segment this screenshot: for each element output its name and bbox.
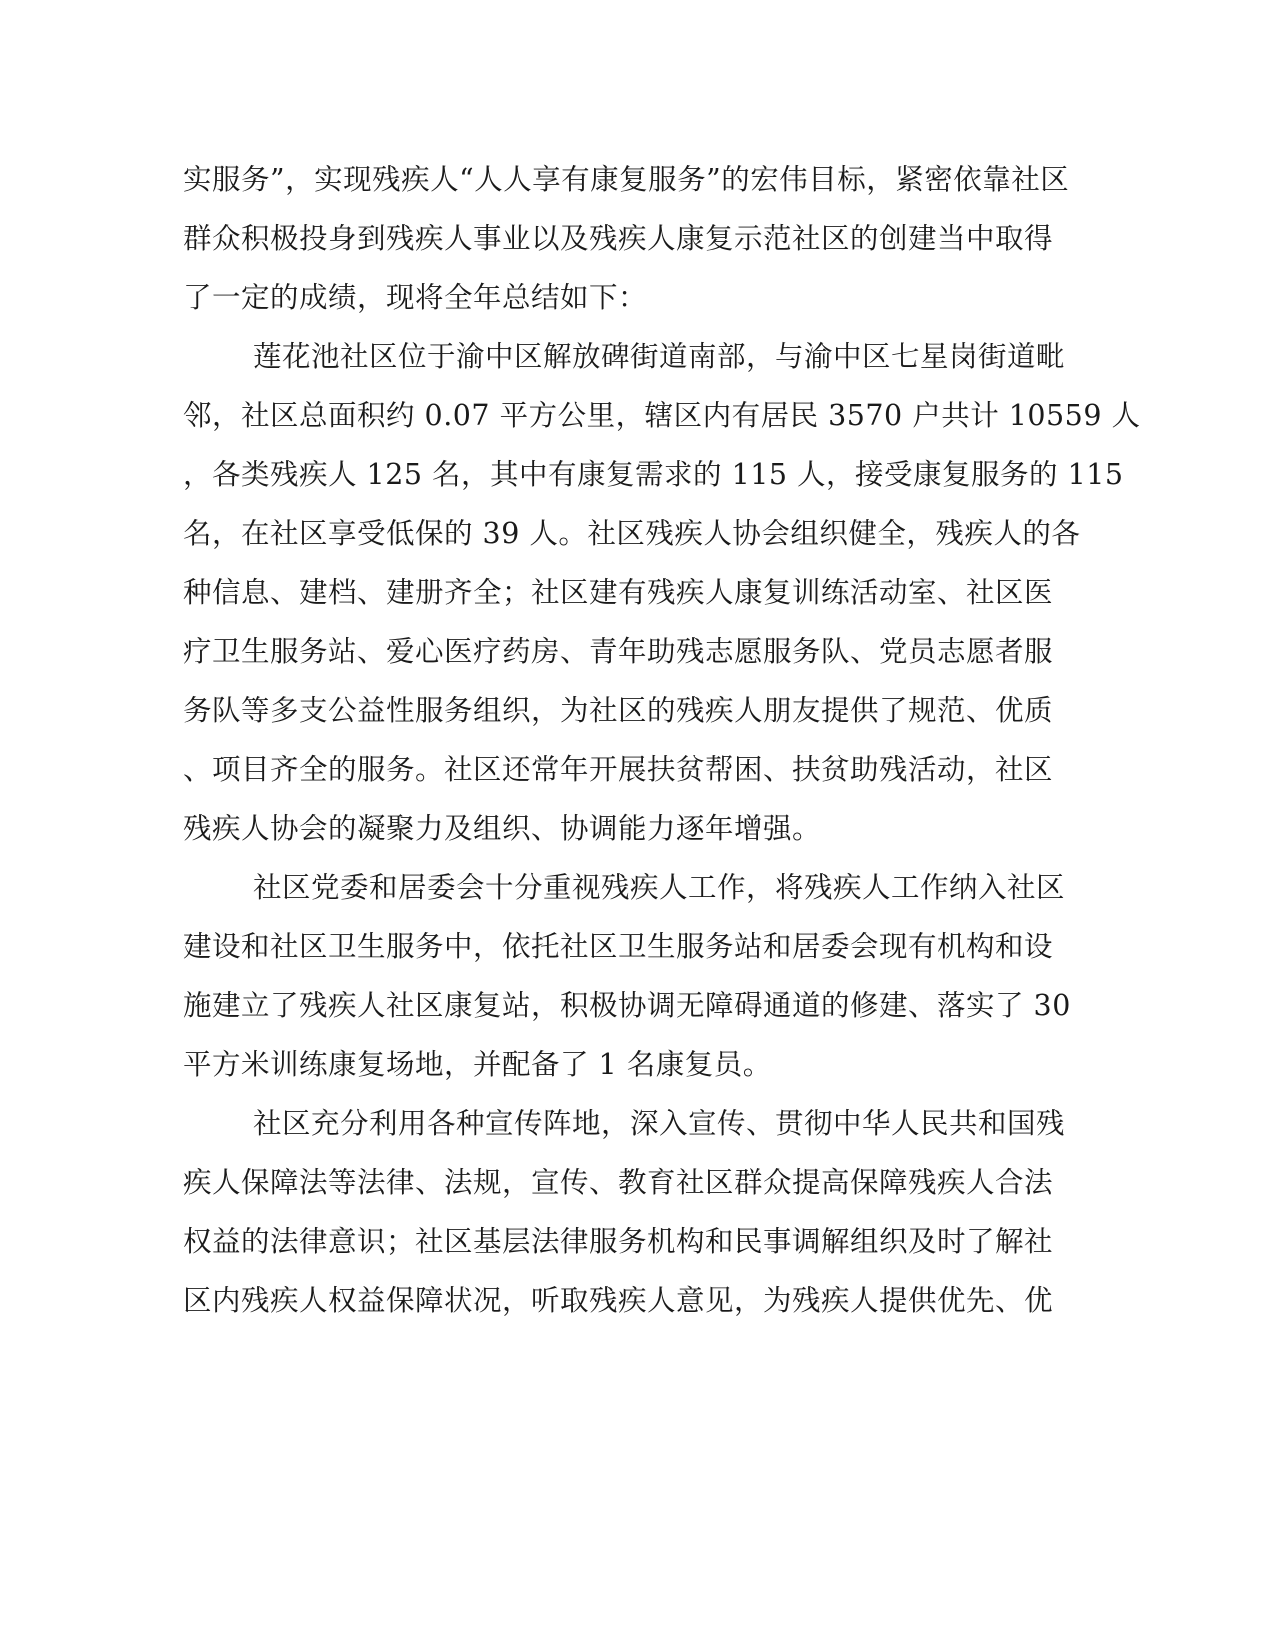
text-line: 务队等多支公益性服务组织，为社区的残疾人朋友提供了规范、优质 — [183, 694, 1054, 727]
text-line: 、项目齐全的服务。社区还常年开展扶贫帮困、扶贫助残活动，社区 — [183, 753, 1054, 786]
paragraph-first-line: 社区党委和居委会十分重视残疾人工作，将残疾人工作纳入社区 — [253, 871, 1066, 904]
text-line: 施建立了残疾人社区康复站，积极协调无障碍通道的修建、落实了 30 — [183, 989, 1071, 1022]
text-line: 实服务”，实现残疾人“人人享有康复服务”的宏伟目标，紧密依靠社区 — [183, 163, 1070, 196]
text-line: 疗卫生服务站、爱心医疗药房、青年助残志愿服务队、党员志愿者服 — [183, 635, 1054, 668]
text-line: 疾人保障法等法律、法规，宣传、教育社区群众提高保障残疾人合法 — [183, 1166, 1054, 1199]
text-line: 区内残疾人权益保障状况，听取残疾人意见，为残疾人提供优先、优 — [183, 1284, 1054, 1317]
text-line: 了一定的成绩，现将全年总结如下： — [183, 281, 648, 314]
paragraph-first-line: 莲花池社区位于渝中区解放碑街道南部，与渝中区七星岗街道毗 — [253, 340, 1066, 373]
paragraph-first-line: 社区充分利用各种宣传阵地，深入宣传、贯彻中华人民共和国残 — [253, 1107, 1066, 1140]
text-line: 残疾人协会的凝聚力及组织、协调能力逐年增强。 — [183, 812, 822, 845]
text-line: 建设和社区卫生服务中，依托社区卫生服务站和居委会现有机构和设 — [183, 930, 1054, 963]
text-line: 平方米训练康复场地，并配备了 1 名康复员。 — [183, 1048, 772, 1081]
text-line: 群众积极投身到残疾人事业以及残疾人康复示范社区的创建当中取得 — [183, 222, 1054, 255]
text-line: 权益的法律意识；社区基层法律服务机构和民事调解组织及时了解社 — [183, 1225, 1054, 1258]
text-line: 种信息、建档、建册齐全；社区建有残疾人康复训练活动室、社区医 — [183, 576, 1054, 609]
text-line: 邻，社区总面积约 0.07 平方公里，辖区内有居民 3570 户共计 10559 人 — [183, 399, 1141, 432]
text-line: 名，在社区享受低保的 39 人。社区残疾人协会组织健全，残疾人的各 — [183, 517, 1081, 550]
text-line: ，各类残疾人 125 名，其中有康复需求的 115 人，接受康复服务的 115 — [183, 458, 1124, 491]
